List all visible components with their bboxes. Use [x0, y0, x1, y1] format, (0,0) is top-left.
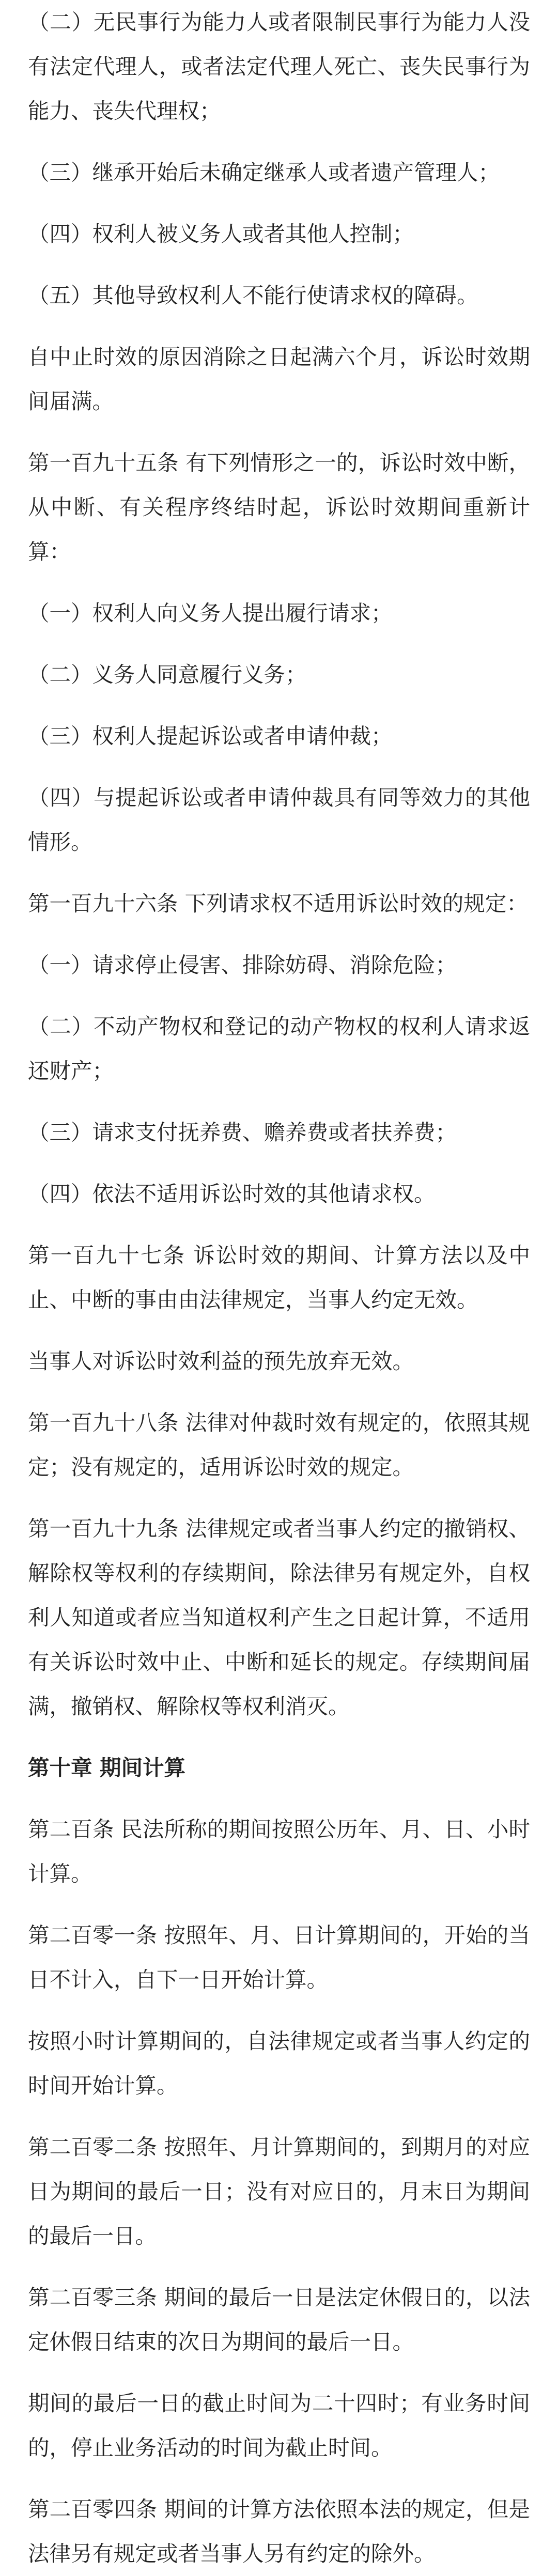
clause-item-3: （三）继承开始后未确定继承人或者遗产管理人； — [28, 160, 500, 185]
article-195-item-2: （二）义务人同意履行义务； — [28, 662, 307, 687]
article-195: 第一百九十五条 有下列情形之一的，诉讼时效中断，从中断、有关程序终结时起，诉讼时效期间重新计算： — [28, 450, 530, 564]
article-199: 第一百九十九条 法律规定或者当事人约定的撤销权、解除权等权利的存续期间，除法律另有规定外，自权利人知道或者应当知道权利产生之日起计算，不适用有关诉讼时效中止、中断和延长的规定。存续期间届满，撤销权、解除权等权利消灭。 — [28, 1516, 530, 1719]
paragraph-suspension-expiry: 自中止时效的原因消除之日起满六个月，诉讼时效期间届满。 — [28, 344, 530, 414]
article-197-paragraph-2: 当事人对诉讼时效利益的预先放弃无效。 — [28, 1348, 414, 1374]
article-197: 第一百九十七条 诉讼时效的期间、计算方法以及中止、中断的事由由法律规定，当事人约定无效。 — [28, 1243, 530, 1312]
chapter-heading: 第十章 期间计算 — [28, 1755, 185, 1780]
clause-item-5: （五）其他导致权利人不能行使请求权的障碍。 — [28, 283, 478, 308]
article-204: 第二百零四条 期间的计算方法依照本法的规定，但是法律另有规定或者当事人另有约定的除外。 — [28, 2496, 530, 2566]
article-201-paragraph-2: 按照小时计算期间的，自法律规定或者当事人约定的时间开始计算。 — [28, 2028, 530, 2098]
article-203: 第二百零三条 期间的最后一日是法定休假日的，以法定休假日结束的次日为期间的最后一日。 — [28, 2285, 530, 2354]
article-196-item-3: （三）请求支付抚养费、赡养费或者扶养费； — [28, 1120, 457, 1145]
article-200: 第二百条 民法所称的期间按照公历年、月、日、小时计算。 — [28, 1817, 530, 1886]
article-202: 第二百零二条 按照年、月计算期间的，到期月的对应日为期间的最后一日；没有对应日的，月末日为期间的最后一日。 — [28, 2134, 530, 2248]
clause-item-2: （二）无民事行为能力人或者限制民事行为能力人没有法定代理人，或者法定代理人死亡、丧失民事行为能力、丧失代理权； — [28, 9, 530, 123]
article-195-item-4: （四）与提起诉讼或者申请仲裁具有同等效力的其他情形。 — [28, 785, 530, 855]
article-196-item-4: （四）依法不适用诉讼时效的其他请求权。 — [28, 1181, 436, 1206]
article-195-item-1: （一）权利人向义务人提出履行请求； — [28, 600, 393, 626]
article-195-item-3: （三）权利人提起诉讼或者申请仲裁； — [28, 723, 393, 749]
article-196: 第一百九十六条 下列请求权不适用诉讼时效的规定： — [28, 891, 528, 916]
clause-item-4: （四）权利人被义务人或者其他人控制； — [28, 221, 414, 246]
article-201: 第二百零一条 按照年、月、日计算期间的，开始的当日不计入，自下一日开始计算。 — [28, 1922, 530, 1992]
article-203-paragraph-2: 期间的最后一日的截止时间为二十四时；有业务时间的，停止业务活动的时间为截止时间。 — [28, 2391, 530, 2460]
article-196-item-2: （二）不动产物权和登记的动产物权的权利人请求返还财产； — [28, 1014, 530, 1083]
article-196-item-1: （一）请求停止侵害、排除妨碍、消除危险； — [28, 952, 457, 977]
article-198: 第一百九十八条 法律对仲裁时效有规定的，依照其规定；没有规定的，适用诉讼时效的规定。 — [28, 1410, 530, 1480]
